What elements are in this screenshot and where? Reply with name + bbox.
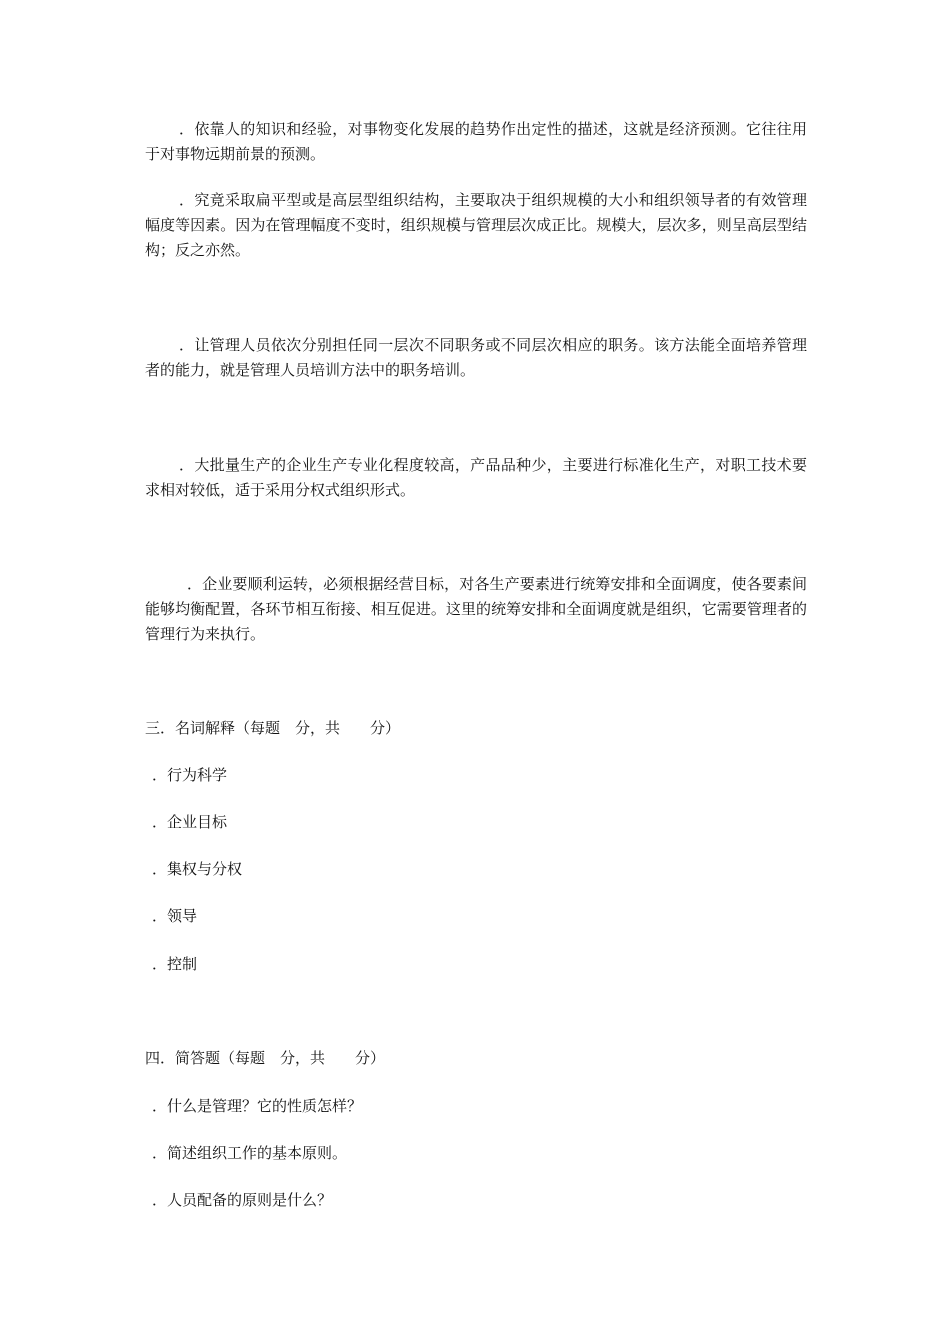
list-item: ．简述组织工作的基本原则。: [152, 1144, 348, 1162]
list-item: ．控制: [152, 955, 198, 973]
paragraph-job-rotation: ．让管理人员依次分别担任同一层次不同职务或不同层次相应的职务。该方法能全面培养管理者的能力，就是管理人员培训方法中的职务培训。: [145, 336, 807, 379]
list-item: ．企业目标: [152, 813, 228, 831]
list-item: ．什么是管理？它的性质怎样？: [152, 1097, 363, 1115]
section-heading-short-answer: 四．简答题（每题 分，共 分）: [145, 1049, 386, 1067]
paragraph-economic-forecast: ．依靠人的知识和经验，对事物变化发展的趋势作出定性的描述，这就是经济预测。它往往用于对事物远期前景的预测。: [145, 120, 807, 163]
list-item: ．人员配备的原则是什么？: [152, 1191, 333, 1209]
list-item: ．集权与分权: [152, 860, 243, 878]
list-item: ．行为科学: [152, 766, 228, 784]
list-item: ．领导: [152, 907, 198, 925]
paragraph-organization-function: ．企业要顺利运转，必须根据经营目标，对各生产要素进行统筹安排和全面调度，使各要素间能够均衡配置，各环节相互衔接、相互促进。这里的统筹安排和全面调度就是组织，它需要管理者的管理行为来执行。: [145, 575, 807, 643]
section-heading-term-definitions: 三．名词解释（每题 分，共 分）: [145, 719, 401, 737]
paragraph-mass-production: ．大批量生产的企业生产专业化程度较高，产品品种少，主要进行标准化生产，对职工技术要求相对较低，适于采用分权式组织形式。: [145, 456, 807, 499]
paragraph-org-structure: ．究竟采取扁平型或是高层型组织结构，主要取决于组织规模的大小和组织领导者的有效管理幅度等因素。因为在管理幅度不变时，组织规模与管理层次成正比。规模大，层次多，则呈高层型结构；反之亦然。: [145, 191, 807, 259]
